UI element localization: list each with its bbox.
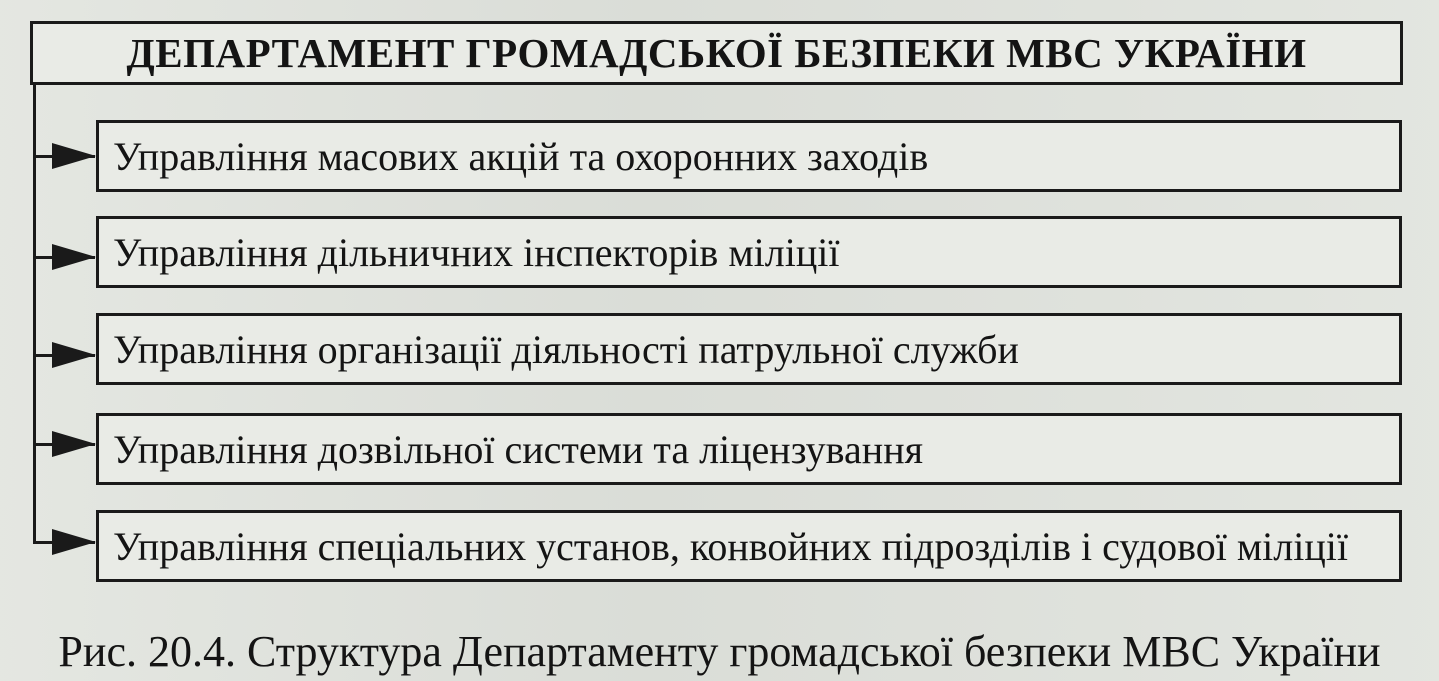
arrow-right-icon xyxy=(52,143,96,169)
unit-label: Управління організації діяльності патрульної служби xyxy=(113,326,1019,372)
figure-caption: Рис. 20.4. Структура Департаменту громадської безпеки МВС України xyxy=(58,627,1381,676)
unit-label: Управління спеціальних установ, конвойних підрозділів і судової міліції xyxy=(113,523,1348,569)
department-title: ДЕПАРТАМЕНТ ГРОМАДСЬКОЇ БЕЗПЕКИ МВС УКРАЇНИ xyxy=(126,30,1307,76)
arrow-right-icon xyxy=(52,431,96,457)
unit-label: Управління дозвільної системи та ліцензування xyxy=(113,426,923,472)
arrow-right-icon xyxy=(52,342,96,368)
unit-box-patrol-service xyxy=(96,313,1402,385)
unit-box-mass-actions xyxy=(96,120,1402,192)
unit-label: Управління масових акцій та охоронних заходів xyxy=(113,133,929,179)
unit-label: Управління дільничних інспекторів міліції xyxy=(113,229,840,275)
connector-line xyxy=(33,85,36,543)
unit-box-special-institutions xyxy=(96,510,1402,582)
department-header-box xyxy=(30,21,1403,85)
unit-box-district-inspectors xyxy=(96,216,1402,288)
arrow-right-icon xyxy=(52,244,96,270)
unit-box-permit-system xyxy=(96,413,1402,485)
arrow-right-icon xyxy=(52,529,96,555)
